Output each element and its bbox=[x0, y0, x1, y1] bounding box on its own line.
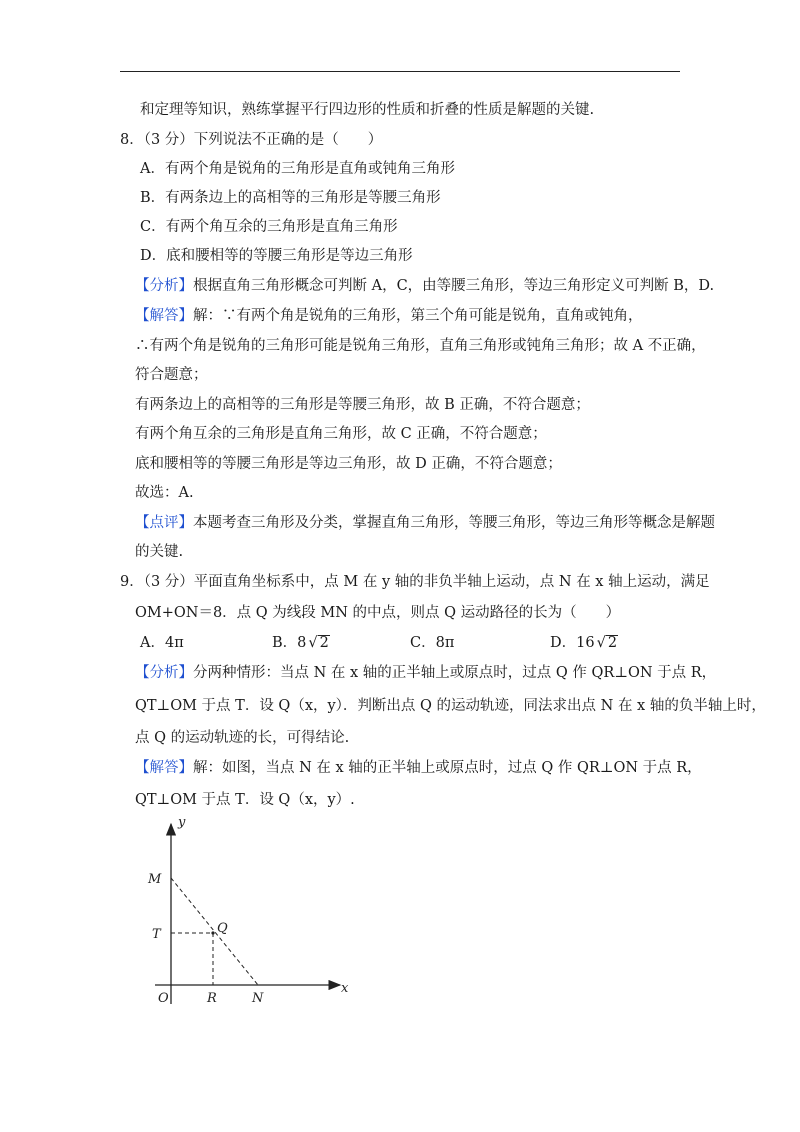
label-x: x bbox=[341, 981, 349, 996]
q8-solution-line-6: 底和腰相等的等腰三角形是等边三角形，故 D 正确，不符合题意； bbox=[135, 456, 562, 472]
q8-solution-line-4: 有两条边上的高相等的三角形是等腰三角形，故 B 正确，不符合题意； bbox=[135, 397, 590, 413]
segment-mn bbox=[171, 878, 258, 985]
q9-option-c: C．8π bbox=[410, 635, 455, 651]
q9-analysis bbox=[135, 664, 716, 682]
q8-analysis-tag: 【分析】 bbox=[135, 278, 193, 294]
q8-solution-first bbox=[135, 307, 643, 325]
q9-analysis-tag: 【分析】 bbox=[135, 665, 193, 681]
sqrt-symbol: √ 2 bbox=[308, 635, 329, 651]
q8-option-a: A．有两个角是锐角的三角形是直角或钝角三角形 bbox=[140, 161, 455, 177]
q9-stem-line-1: 9．（3 分）平面直角坐标系中，点 M 在 y 轴的非负半轴上运动，点 N 在 x 轴上运动，满足 bbox=[120, 574, 710, 590]
q9-stem-line-2: OM+ON＝8．点 Q 为线段 MN 的中点，则点 Q 运动路径的长为（ ） bbox=[135, 605, 621, 621]
label-t: T bbox=[152, 927, 161, 942]
q9-option-d: D．16 √ 2 bbox=[550, 635, 618, 651]
q9-analysis-line-3: 点 Q 的运动轨迹的长，可得结论. bbox=[135, 730, 350, 746]
q9-analysis-line-2: QT⊥OM 于点 T．设 Q（x，y）．判断出点 Q 的运动轨迹，同法求出点 N 在 x 轴的负半轴上时， bbox=[135, 698, 766, 714]
q8-comment-line-1: 本题考查三角形及分类，掌握直角三角形，等腰三角形，等边三角形等概念是解题 bbox=[193, 515, 715, 531]
label-n: N bbox=[252, 991, 264, 1006]
q8-solution-line-1: 解：∵有两个角是锐角的三角形，第三个角可能是锐角，直角或钝角， bbox=[193, 308, 643, 324]
q8-analysis-text: 根据直角三角形概念可判断 A，C，由等腰三角形，等边三角形定义可判断 B，D. bbox=[193, 278, 715, 294]
q9-solution-line-1: 解：如图，当点 N 在 x 轴的正半轴上或原点时，过点 Q 作 QR⊥ON 于点 R， bbox=[193, 760, 702, 776]
q9-option-b: B．8 √ 2 bbox=[272, 635, 329, 651]
q8-comment bbox=[135, 514, 715, 532]
q8-option-b: B．有两条边上的高相等的三角形是等腰三角形 bbox=[140, 190, 441, 206]
q8-solution-line-2: ∴有两个角是锐角的三角形可能是锐角三角形，直角三角形或钝角三角形；故 A 不正确， bbox=[135, 338, 706, 354]
q8-solution-tag: 【解答】 bbox=[135, 308, 193, 324]
q9-solution bbox=[135, 759, 702, 777]
coordinate-figure bbox=[125, 812, 365, 1012]
label-o: O bbox=[158, 991, 169, 1006]
q8-solution-line-7: 故选：A. bbox=[135, 485, 194, 501]
q8-solution-line-5: 有两个角互余的三角形是直角三角形，故 C 正确，不符合题意； bbox=[135, 426, 547, 442]
point-q bbox=[211, 931, 214, 934]
sqrt-symbol: √ 2 bbox=[596, 635, 618, 651]
q8-stem: 8．（3 分）下列说法不正确的是（ ） bbox=[120, 132, 383, 148]
header-rule bbox=[120, 71, 680, 72]
q9-option-a: A．4π bbox=[140, 635, 184, 651]
prev-solution-end: 和定理等知识，熟练掌握平行四边形的性质和折叠的性质是解题的关键. bbox=[140, 102, 595, 118]
q8-comment-tag: 【点评】 bbox=[135, 515, 193, 531]
q9-solution-line-2: QT⊥OM 于点 T．设 Q（x，y）. bbox=[135, 792, 355, 808]
q8-analysis bbox=[135, 277, 714, 295]
q8-option-c: C．有两个角互余的三角形是直角三角形 bbox=[140, 219, 398, 235]
q8-comment-line-2: 的关键. bbox=[135, 544, 184, 560]
label-q: Q bbox=[217, 921, 228, 936]
q8-solution-line-3: 符合题意； bbox=[135, 367, 208, 383]
label-r: R bbox=[207, 991, 217, 1006]
q8-option-d: D．底和腰相等的等腰三角形是等边三角形 bbox=[140, 248, 413, 264]
label-y: y bbox=[178, 815, 186, 830]
q9-analysis-line-1: 分两种情形：当点 N 在 x 轴的正半轴上或原点时，过点 Q 作 QR⊥ON 于点 R， bbox=[193, 665, 717, 681]
label-m: M bbox=[148, 872, 162, 887]
q9-solution-tag: 【解答】 bbox=[135, 760, 193, 776]
